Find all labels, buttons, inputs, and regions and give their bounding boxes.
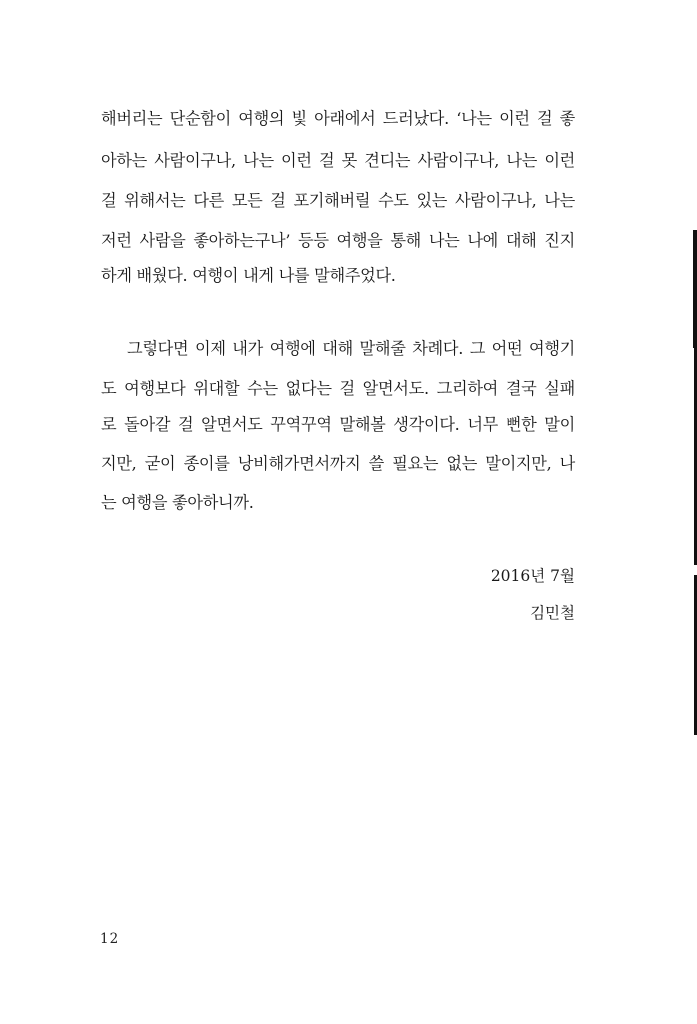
text-line: 는 여행을 좋아하니까. [101, 493, 254, 512]
page-number: 12 [100, 931, 120, 947]
signature-date: 2016년 7월 [490, 567, 575, 585]
text-line: 해버리는 단순함이 여행의 빛 아래에서 드러났다. ‘나는 이런 걸 좋 [101, 109, 575, 128]
text-line: 로 돌아갈 걸 알면서도 꾸역꾸역 말해볼 생각이다. 너무 뻔한 말이 [101, 415, 575, 434]
text-line: 저런 사람을 좋아하는구나’ 등등 여행을 통해 나는 나에 대해 진지 [101, 231, 575, 250]
text-line: 아하는 사람이구나, 나는 이런 걸 못 견디는 사람이구나, 나는 이런 [101, 151, 575, 170]
text-line: 하게 배웠다. 여행이 내게 나를 말해주었다. [101, 266, 396, 285]
page-edge-mark [693, 230, 697, 348]
text-line: 그렇다면 이제 내가 여행에 대해 말해줄 차례다. 그 어떤 여행기 [127, 339, 575, 358]
text-line: 도 여행보다 위대할 수는 없다는 걸 알면서도. 그리하여 결국 실패 [101, 379, 575, 398]
text-line: 지만, 굳이 종이를 낭비해가면서까지 쓸 필요는 없는 말이지만, 나 [101, 454, 575, 473]
text-line: 걸 위해서는 다른 모든 걸 포기해버릴 수도 있는 사람이구나, 나는 [101, 191, 575, 210]
signature-author: 김민철 [530, 604, 575, 622]
